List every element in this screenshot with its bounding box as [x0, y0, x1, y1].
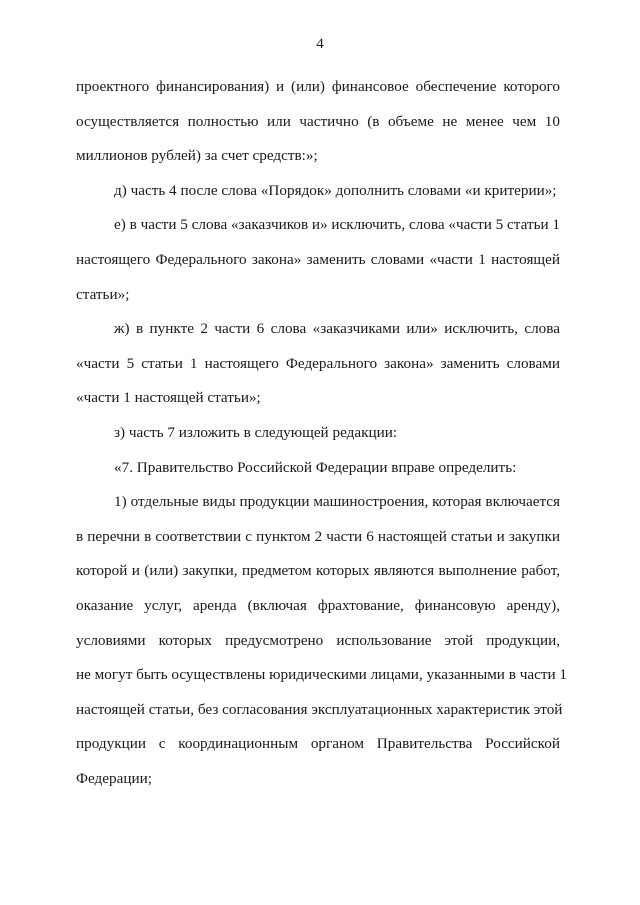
paragraph-continuation	[76, 70, 560, 174]
text-line: е) в части 5 слова «заказчиков и» исключить, слова «части 5 статьи 1	[114, 216, 561, 234]
text-line: «части 1 настоящей статьи»;	[76, 389, 261, 407]
page-number: 4	[316, 36, 324, 52]
paragraph-item-e	[76, 208, 560, 312]
text-line: настоящей статьи, без согласования эксплуатационных характеристик этой	[76, 700, 563, 718]
text-line: оказание услуг, аренда (включая фрахтование, финансовую аренду),	[76, 596, 560, 614]
paragraph-item-zh	[76, 312, 560, 416]
text-line: которой и (или) закупки, предметом которых являются выполнение работ,	[76, 562, 560, 580]
text-line: настоящего Федерального закона» заменить словами «части 1 настоящей	[76, 250, 560, 268]
text-line: «7. Правительство Российской Федерации вправе определить:	[114, 458, 517, 476]
text-line: «части 5 статьи 1 настоящего Федерального закона» заменить словами	[76, 354, 560, 372]
text-line: д) часть 4 после слова «Порядок» дополнить словами «и критерии»;	[114, 181, 557, 199]
paragraph-part-7	[76, 451, 560, 486]
text-line: Федерации;	[76, 769, 152, 787]
text-line: в перечни в соответствии с пунктом 2 части 6 настоящей статьи и закупки	[76, 527, 560, 545]
paragraph-subitem-1	[76, 485, 567, 796]
text-line: продукции с координационным органом Правительства Российской	[76, 735, 560, 753]
paragraph-item-z	[76, 416, 560, 451]
text-line: з) часть 7 изложить в следующей редакции:	[114, 423, 398, 441]
text-line: 1) отдельные виды продукции машиностроения, которая включается	[114, 493, 560, 511]
text-line: не могут быть осуществлены юридическими лицами, указанными в части 1	[76, 666, 567, 684]
paragraph-item-d	[76, 174, 560, 209]
text-line: проектного финансирования) и (или) финансовое обеспечение которого	[76, 78, 560, 95]
text-line: ж) в пункте 2 части 6 слова «заказчиками или» исключить, слова	[114, 320, 560, 338]
text-line: статьи»;	[76, 285, 130, 303]
text-line: условиями которых предусмотрено использование этой продукции,	[76, 631, 560, 649]
document-body	[76, 70, 567, 796]
text-line: миллионов рублей) за счет средств:»;	[76, 147, 318, 165]
text-line: осуществляется полностью или частично (в объеме не менее чем 10	[76, 112, 560, 130]
